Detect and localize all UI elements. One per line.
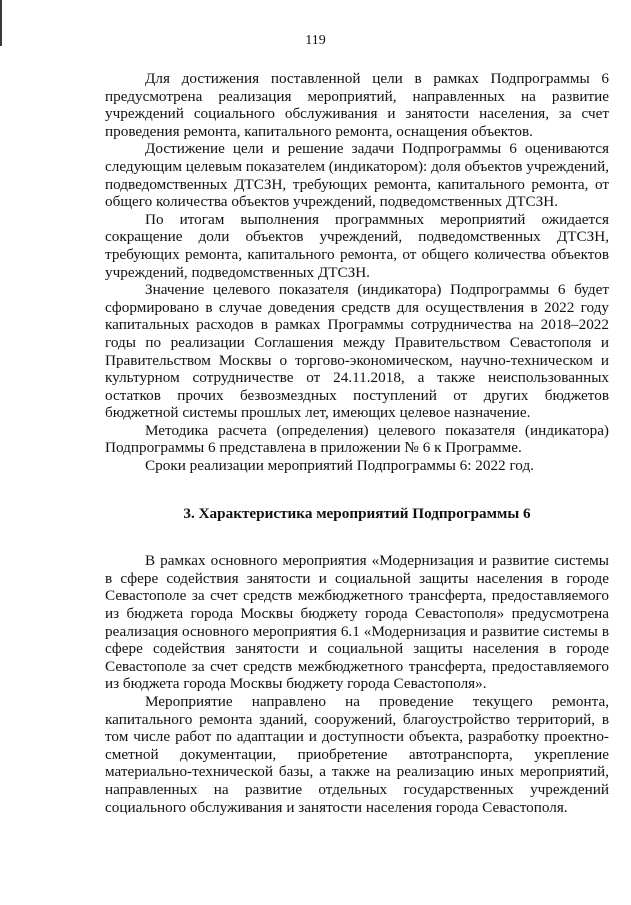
document-body [105, 70, 609, 816]
paragraph-expected-results: По итогам выполнения программных мероприятий ожидается сокращение доли объектов учреждений, подведомственных ДТСЗН, требующих ремонта, капитального ремонта, от общего количества объектов учреждений, подведомственных ДТСЗН. [105, 210, 609, 281]
paragraph-timeline: Сроки реализации мероприятий Подпрограммы 6: 2022 год. [145, 457, 534, 475]
paragraph-target-indicator: Достижение цели и решение задачи Подпрограммы 6 оцениваются следующим целевым показателем (индикатором): доля объектов учреждений, подведомственных ДТСЗН, требующих ремонта, капитального ремонта, от общего количества объектов учреждений, подведомственных ДТСЗН. [105, 140, 609, 211]
paragraph-indicator-value: Значение целевого показателя (индикатора) Подпрограммы 6 будет сформировано в случае доведения средств для осуществления в 2022 году капитальных расходов в рамках Программы сотрудничества на 2018–2022 годы по реализации Соглашения между Правительством Севастополя и Правительством Москвы о торгово-экономическом, научно-техническом и культурном сотрудничестве от 24.11.2018, а также неиспользованных остатков прочих безвозмездных поступлений от других бюджетов бюджетной системы прошлых лет, имеющих целевое назначение. [105, 281, 609, 422]
paragraph-goal-measures: Для достижения поставленной цели в рамках Подпрограммы 6 предусмотрена реализация мероприятий, направленных на развитие учреждений социального обслуживания и занятости населения, за счет проведения ремонта, капитального ремонта, оснащения объектов. [105, 70, 609, 140]
page-number: 119 [305, 33, 326, 48]
section-title: 3. Характеристика мероприятий Подпрограммы 6 [183, 504, 531, 522]
paragraph-main-activity: В рамках основного мероприятия «Модернизация и развитие системы в сфере содействия занятости и социальной защиты населения в городе Севастополе за счет средств межбюджетного трансферта, предоставляемого из бюджета города Москвы бюджету города Севастополя» предусмотрена реализация основного мероприятия 6.1 «Модернизация и развитие системы в сфере содействия занятости и социальной защиты населения в городе Севастополе за счет средств межбюджетного трансферта, предоставляемого из бюджета города Москвы бюджету города Севастополя». [105, 552, 609, 693]
paragraph-methodology: Методика расчета (определения) целевого показателя (индикатора) Подпрограммы 6 представлена в приложении № 6 к Программе. [105, 421, 609, 457]
paragraph-activity-purpose: Мероприятие направлено на проведение текущего ремонта, капитального ремонта зданий, сооружений, благоустройство территорий, в том числе работ по адаптации и доступности объекта, разработку проектно-сметной документации, приобретение автотранспорта, укрепление материально-технической базы, а также на реализацию иных мероприятий, направленных на развитие отдельных государственных учреждений социального обслуживания и занятости населения города Севастополя. [105, 693, 609, 816]
